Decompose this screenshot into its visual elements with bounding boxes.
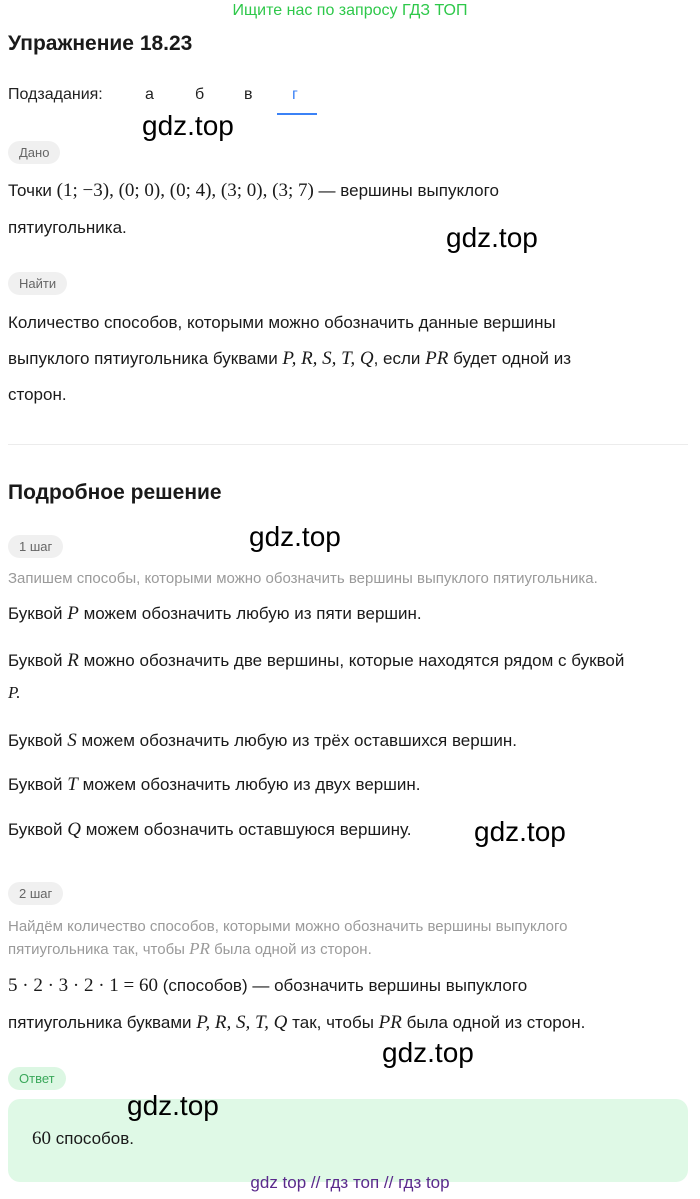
find-line-1: Количество способов, которыми можно обозначить данные вершины (8, 313, 556, 332)
step-text: Буквой (8, 775, 63, 794)
given-line-1 (8, 180, 499, 202)
tab-g-active[interactable]: г (292, 86, 298, 103)
step-text: так, чтобы (292, 1013, 374, 1032)
var-t: T (67, 774, 78, 795)
step2-formula-line (8, 975, 527, 997)
answer-label: способов. (55, 1129, 134, 1148)
step-text: была одной из сторон. (406, 1013, 586, 1032)
var-pr: PR (189, 939, 210, 958)
step1-r-line-2: P. (8, 683, 21, 702)
formula: 5 · 2 · 3 · 2 · 1 = 60 (8, 975, 159, 996)
step-text: можем обозначить любую из двух вершин. (82, 775, 421, 794)
solution-title: Подробное решение (8, 481, 222, 504)
step-text: Буквой (8, 651, 63, 670)
step-text: пятиугольника так, чтобы (8, 941, 185, 958)
step1-p-line (8, 603, 422, 625)
given-line-2: пятиугольника. (8, 218, 127, 237)
tab-v[interactable]: в (244, 86, 253, 103)
watermark: gdz.top (446, 222, 538, 253)
var-pr: PR (378, 1012, 402, 1033)
find-chip: Найти (8, 272, 67, 295)
step1-note: Запишем способы, которыми можно обозначить вершины выпуклого пятиугольника. (8, 570, 598, 587)
step1-r-line (8, 650, 624, 672)
find-text: выпуклого пятиугольника буквами (8, 349, 278, 368)
step1-s-line (8, 730, 517, 752)
step2-note-2 (8, 938, 698, 960)
step1-t-line (8, 774, 421, 796)
active-tab-underline (277, 113, 317, 115)
step-text: можем обозначить оставшуюся вершину. (85, 820, 412, 839)
subtasks-label: Подзадания: (8, 86, 103, 103)
step-text: (способов) — обозначить вершины выпуклого (162, 976, 528, 995)
watermark: gdz.top (474, 816, 566, 847)
letters: P, R, S, T, Q (196, 1012, 288, 1033)
watermark: gdz.top (249, 521, 341, 552)
step2-line-2 (8, 1012, 585, 1034)
var-s: S (67, 730, 77, 751)
tab-b[interactable]: б (195, 86, 205, 103)
step-text: можем обозначить любую из пяти вершин. (83, 604, 422, 623)
step-text: можем обозначить любую из трёх оставшихся вершин. (81, 731, 517, 750)
step-text: пятиугольника буквами (8, 1013, 192, 1032)
var-p: P (67, 603, 79, 624)
watermark: gdz.top (142, 110, 234, 141)
find-pr: PR (425, 348, 449, 369)
given-prefix: Точки (8, 181, 52, 200)
find-text: , если (373, 349, 421, 368)
answer-chip: Ответ (8, 1067, 66, 1090)
step-text: была одной из сторон. (214, 941, 372, 958)
step2-chip: 2 шаг (8, 882, 63, 905)
var-r: R (67, 650, 79, 671)
step-text: Буквой (8, 731, 63, 750)
subtasks-nav (8, 86, 328, 110)
given-suffix: — вершины выпуклого (318, 181, 499, 200)
page-title: Упражнение 18.23 (8, 32, 193, 55)
answer-number: 60 (32, 1128, 51, 1149)
var-q: Q (67, 819, 81, 840)
footer-links[interactable]: gdz top // гдз топ // гдз top (250, 1173, 450, 1192)
step2-note-1: Найдём количество способов, которыми можно обозначить вершины выпуклого (8, 918, 568, 935)
find-line-3: сторон. (8, 385, 67, 404)
answer-text (32, 1128, 134, 1150)
find-line-2 (8, 348, 571, 370)
watermark: gdz.top (127, 1090, 219, 1121)
given-points: (1; −3), (0; 0), (0; 4), (3; 0), (3; 7) (56, 180, 314, 201)
given-chip: Дано (8, 141, 60, 164)
step-text: Буквой (8, 820, 63, 839)
step-text: Буквой (8, 604, 63, 623)
find-text: будет одной из (453, 349, 572, 368)
tab-a[interactable]: а (145, 86, 154, 103)
watermark: gdz.top (382, 1037, 474, 1068)
find-letters: P, R, S, T, Q (282, 348, 374, 369)
step1-chip: 1 шаг (8, 535, 63, 558)
step-text: можно обозначить две вершины, которые находятся рядом с буквой (83, 651, 625, 670)
top-banner: Ищите нас по запросу ГДЗ ТОП (232, 2, 468, 19)
step1-q-line (8, 819, 412, 841)
divider (8, 444, 688, 445)
